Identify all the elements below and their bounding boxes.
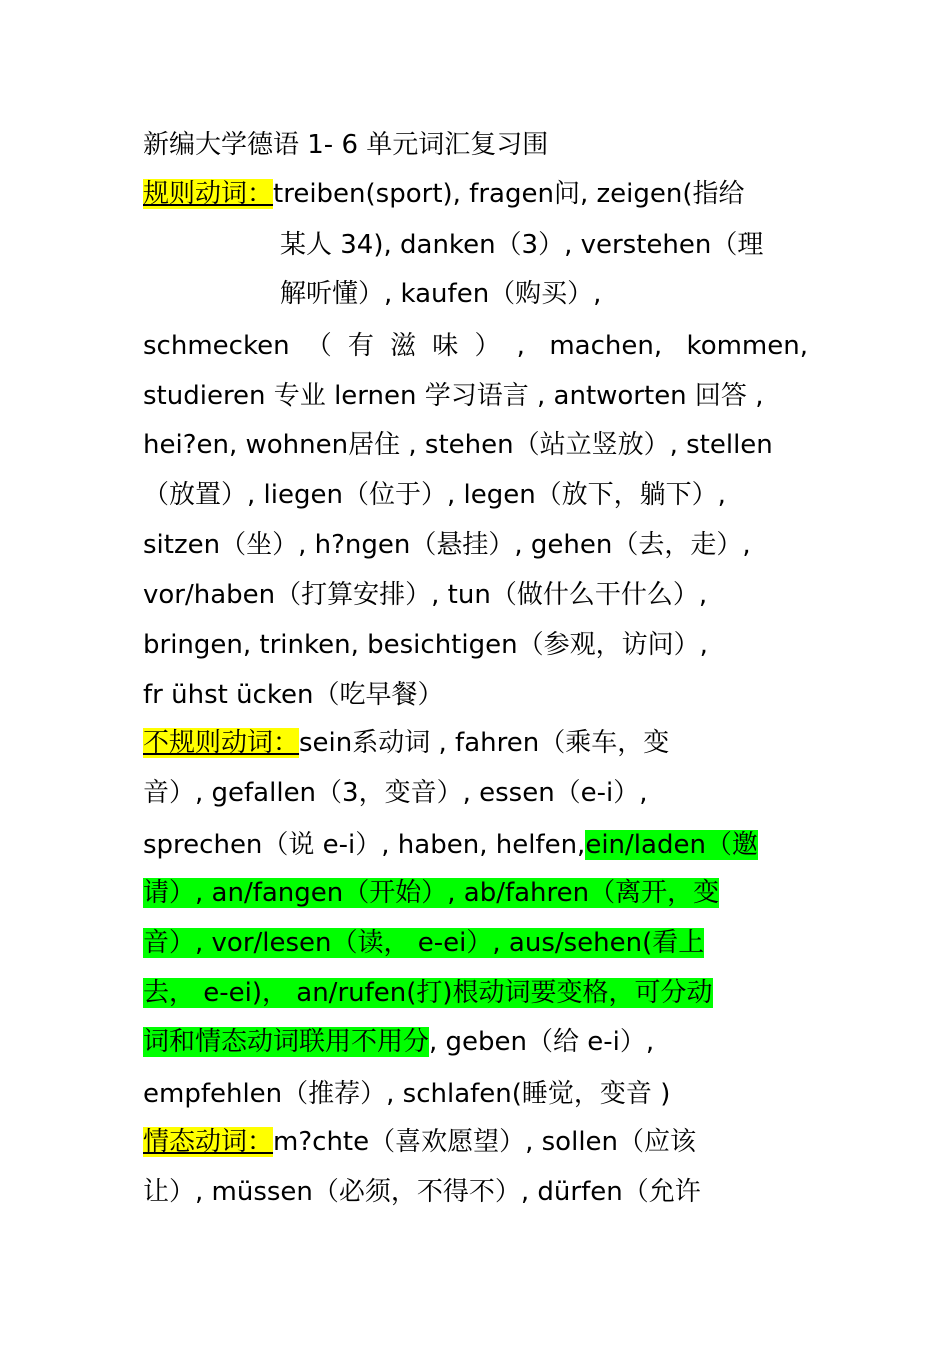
section-label-modal-verbs: 情态动词： <box>143 1127 274 1157</box>
highlighted-text: 词和情态动词联用不用分 <box>143 1027 430 1057</box>
line-text: m?chte（喜欢愿望）, sollen（应该 <box>273 1127 697 1157</box>
text-line <box>143 774 648 812</box>
line-text: hei?en, wohnen居住 , stehen（站立竖放）, stellen <box>143 430 773 460</box>
highlighted-text: 请）, an/fangen（开始）, ab/fahren（离开，变 <box>143 878 720 908</box>
line-text: （放置）, liegen（位于）, legen（放下，躺下）, <box>143 480 726 510</box>
line-text: schmecken（有滋味）, machen, kommen, <box>143 331 808 361</box>
title-text: 新编大学德语 1- 6 单元词汇复习围 <box>143 130 549 160</box>
highlighted-text: ein/laden（邀 <box>585 830 758 860</box>
line-text: sprechen（说 e-i）, haben, helfen, <box>143 830 586 860</box>
highlighted-text: 音）, vor/lesen（读， e-ei）, aus/sehen(看上 <box>143 928 705 958</box>
line-text: 让）, müssen（必须，不得不）, dürfen（允许 <box>143 1177 701 1207</box>
text-line <box>143 1173 701 1211</box>
text-line <box>143 175 744 213</box>
line-text: 某人 34), danken（3）, verstehen（理 <box>280 230 764 260</box>
line-text: sitzen（坐）, h?ngen（悬挂）, gehen（去，走）, <box>143 530 751 560</box>
text-line <box>143 626 708 664</box>
text-line <box>143 676 443 714</box>
document-title <box>143 126 548 164</box>
line-text: empfehlen（推荐）, schlafen(睡觉，变音 ) <box>143 1079 671 1109</box>
line-text: , geben（给 e-i）, <box>429 1027 655 1057</box>
text-line <box>143 426 773 464</box>
text-line <box>143 377 763 415</box>
line-text: vor/haben（打算安排）, tun（做什么干什么）, <box>143 580 708 610</box>
text-line <box>280 275 601 313</box>
section-label-regular-verbs: 规则动词： <box>143 179 274 209</box>
text-line <box>143 924 704 962</box>
line-text: treiben(sport), fragen问, zeigen(指给 <box>273 179 745 209</box>
line-text: fr ühst ücken（吃早餐） <box>143 680 444 710</box>
text-line <box>143 1075 670 1113</box>
text-line <box>143 974 713 1012</box>
text-line <box>143 724 669 762</box>
section-label-irregular-verbs: 不规则动词： <box>143 728 300 758</box>
text-line <box>143 576 707 614</box>
text-line <box>143 327 808 365</box>
highlighted-text: 去， e-ei)， an/rufen(打)根动词要变格，可分动 <box>143 978 713 1008</box>
text-line <box>143 526 751 564</box>
line-text: sein系动词 , fahren（乘车，变 <box>299 728 670 758</box>
line-text: 音）, gefallen（3，变音）, essen（e-i）, <box>143 778 648 808</box>
text-line <box>143 1123 696 1161</box>
text-line <box>143 1023 654 1061</box>
text-line <box>280 226 763 264</box>
line-text: 解听懂）, kaufen（购买）, <box>280 279 602 309</box>
line-text: bringen, trinken, besichtigen（参观，访问）, <box>143 630 708 660</box>
text-line <box>143 826 758 864</box>
text-line <box>143 874 719 912</box>
text-line <box>143 476 726 514</box>
line-text: studieren 专业 lernen 学习语言 , antworten 回答 , <box>143 381 764 411</box>
